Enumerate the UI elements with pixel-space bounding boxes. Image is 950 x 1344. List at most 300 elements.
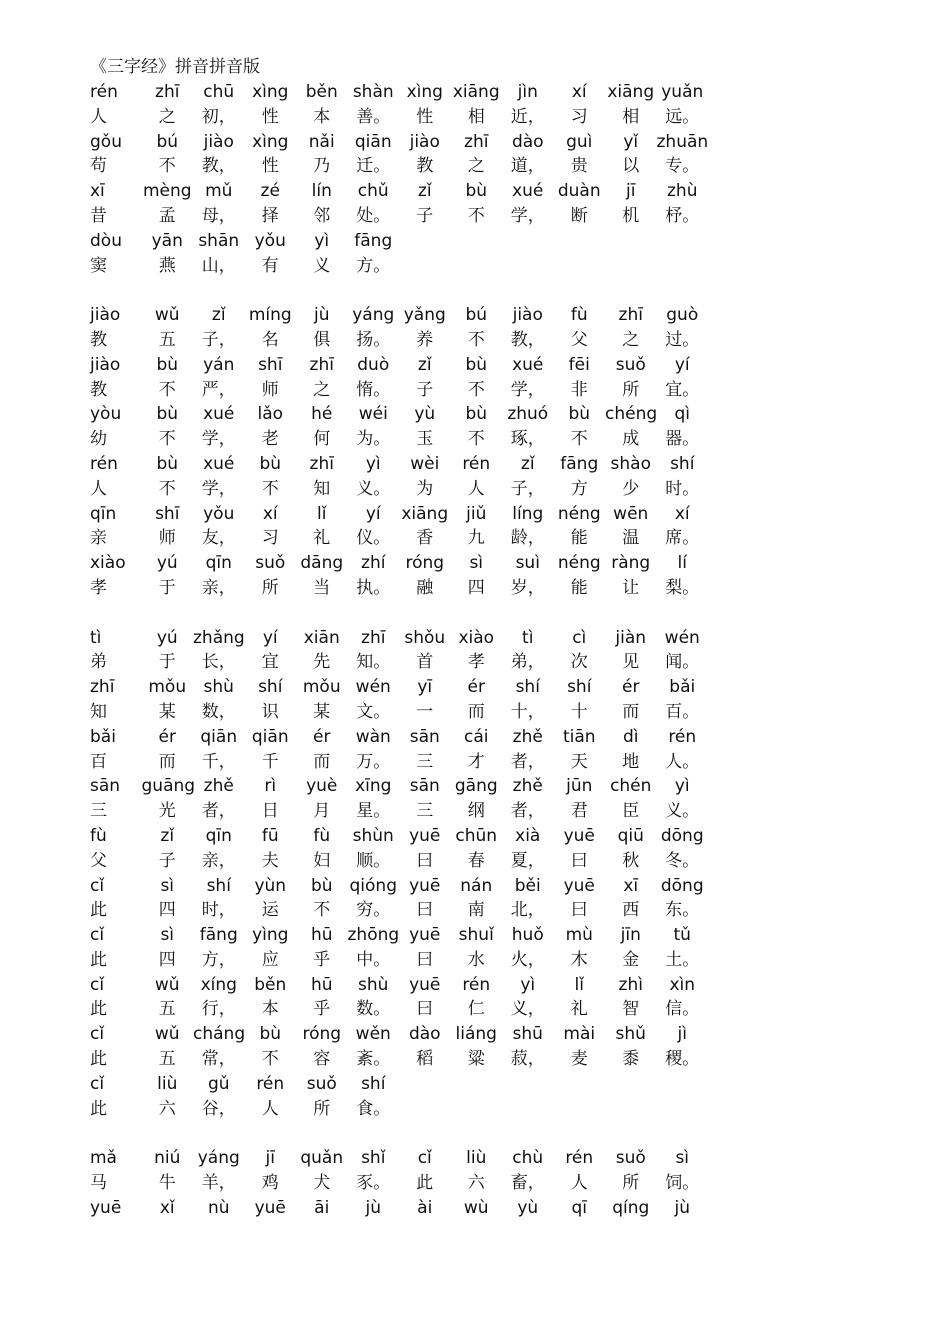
pinyin-syllable: jì [677,1024,687,1045]
hanzi-char: 初， [201,106,236,127]
pinyin-syllable: wēn [613,503,649,524]
hanzi-char: 龄， [510,528,545,549]
pinyin-syllable: ér [313,726,331,747]
hanzi-char: 三 [90,801,107,822]
hanzi-char: 人。 [665,751,700,772]
hanzi-char: 性 [416,106,434,127]
hanzi-char: 金 [622,949,640,970]
pinyin-syllable: yì [314,230,330,251]
hanzi-char: 邻 [313,205,331,226]
hanzi-line [90,1171,710,1196]
hanzi-char: 妇 [313,850,331,871]
pinyin-syllable: xiāng [401,503,449,524]
pinyin-syllable: yí [674,354,690,375]
hanzi-char: 本 [261,999,279,1020]
pinyin-syllable: suǒ [615,354,646,375]
document [90,55,710,1221]
hanzi-char: 不 [467,329,485,350]
hanzi-char: 夫 [261,850,279,871]
hanzi-char: 亲， [201,850,236,871]
pinyin-syllable: míng [248,305,292,326]
pinyin-syllable: xí [571,82,587,102]
hanzi-char: 曰 [570,850,588,871]
hanzi-char: 黍 [622,1049,640,1070]
pinyin-syllable: quǎn [300,1148,344,1169]
pinyin-syllable: gǒu [90,131,122,152]
pinyin-syllable: zǐ [417,181,432,202]
hanzi-line [90,650,710,675]
pinyin-syllable: xìn [669,974,696,995]
document-title: 《三字经》拼音拼音版 [90,57,260,77]
hanzi-char: 不 [158,429,176,450]
hanzi-char: 教， [201,156,236,177]
pinyin-syllable: róng [302,1024,342,1045]
pinyin-line [90,1146,710,1171]
pinyin-syllable: zhě [512,726,543,747]
pinyin-syllable: zhī [464,131,489,152]
pinyin-syllable: niú [154,1148,181,1169]
hanzi-char: 十， [510,701,545,722]
stanza-gap [90,601,710,626]
hanzi-char: 君 [570,801,588,822]
hanzi-char: 习 [261,528,279,549]
pinyin-syllable: yáng [352,305,395,326]
pinyin-syllable: dòu [90,230,122,251]
pinyin-syllable: qiū [617,825,644,846]
hanzi-line [90,997,710,1022]
pinyin-syllable: duò [357,354,390,375]
pinyin-syllable: yuē [90,1197,122,1218]
pinyin-syllable: yǎng [403,305,446,326]
pinyin-syllable: yuē [409,974,441,995]
pinyin-syllable: shù [358,974,389,995]
hanzi-char: 子 [416,205,434,226]
pinyin-syllable: jiào [90,305,121,326]
hanzi-char: 春 [467,850,485,871]
hanzi-char: 乃 [313,156,331,177]
pinyin-syllable: suì [515,553,540,574]
pinyin-syllable: yuē [563,875,595,896]
hanzi-char: 月 [313,801,331,822]
hanzi-char: 九 [467,528,485,549]
hanzi-char: 断 [570,205,588,226]
hanzi-char: 四 [467,577,485,598]
pinyin-syllable: mǒu [148,677,187,698]
pinyin-syllable: yuē [563,825,595,846]
pinyin-syllable: zhī [309,354,334,375]
hanzi-line [90,254,710,279]
hanzi-char: 容 [313,1049,331,1070]
hanzi-char: 相 [622,106,640,127]
hanzi-char: 而 [467,701,485,722]
hanzi-char: 子， [201,329,236,350]
hanzi-char: 此 [416,1173,434,1194]
pinyin-syllable: wèi [410,453,440,474]
hanzi-char: 百。 [665,701,700,722]
hanzi-char: 曰 [416,900,434,921]
hanzi-char: 首 [416,652,434,673]
hanzi-char: 三 [416,801,434,822]
hanzi-char: 智 [622,999,640,1020]
pinyin-syllable: rén [462,974,491,995]
pinyin-syllable: jù [674,1197,690,1218]
hanzi-char: 者， [510,751,545,772]
pinyin-syllable: yān [151,230,183,251]
hanzi-line [90,948,710,973]
hanzi-char: 万。 [356,751,391,772]
hanzi-char: 不 [570,429,588,450]
hanzi-char: 孝 [90,577,107,598]
hanzi-char: 一 [416,701,434,722]
hanzi-char: 能 [570,528,588,549]
pinyin-syllable: liáng [455,1024,497,1045]
pinyin-syllable: shǔ [615,1024,646,1045]
pinyin-syllable: cì [572,627,587,648]
pinyin-syllable: néng [557,553,601,574]
hanzi-char: 为。 [356,429,391,450]
hanzi-char: 羊， [201,1173,236,1194]
hanzi-char: 而 [622,701,640,722]
hanzi-line [90,1047,710,1072]
pinyin-syllable: yuē [409,925,441,946]
hanzi-char: 此 [90,1098,107,1119]
pinyin-syllable: róng [405,553,445,574]
hanzi-char: 孟 [158,205,176,226]
pinyin-syllable: lín [311,181,332,202]
pinyin-syllable: bǎi [669,677,696,698]
pinyin-syllable: zhuān [656,131,709,152]
hanzi-char: 融 [416,577,434,598]
hanzi-char: 光 [158,801,176,822]
hanzi-char: 食。 [356,1098,391,1119]
hanzi-char: 礼 [570,999,588,1020]
stanza [90,303,710,601]
hanzi-char: 知 [313,478,331,499]
hanzi-char: 老 [261,429,279,450]
pinyin-syllable: tiān [562,726,596,747]
pinyin-syllable: yǐ [623,131,639,152]
pinyin-syllable: shǒu [404,627,446,648]
pinyin-syllable: shí [670,453,695,474]
pinyin-syllable: zhuó [507,404,549,425]
pinyin-syllable: yì [365,453,381,474]
hanzi-char: 择 [261,205,279,226]
pinyin-syllable: fāng [354,230,393,251]
hanzi-char: 琢， [510,429,545,450]
hanzi-char: 夏， [510,850,545,871]
pinyin-syllable: fāng [560,453,599,474]
hanzi-char: 四 [158,949,176,970]
pinyin-syllable: zhě [203,776,234,797]
hanzi-line [90,105,710,130]
pinyin-syllable: fāng [199,925,238,946]
hanzi-char: 方。 [356,255,391,276]
pinyin-syllable: zhě [512,776,543,797]
pinyin-syllable: sì [675,1148,690,1169]
hanzi-char: 文。 [356,701,391,722]
hanzi-char: 过。 [665,329,700,350]
pinyin-syllable: tì [90,627,102,648]
hanzi-char: 曰 [570,900,588,921]
hanzi-char: 土。 [665,949,700,970]
hanzi-char: 有 [261,255,279,276]
hanzi-char: 知。 [356,652,391,673]
pinyin-syllable: yù [414,404,436,425]
pinyin-syllable: nù [207,1197,230,1218]
pinyin-syllable: xìng [252,82,289,102]
hanzi-line [90,477,710,502]
hanzi-char: 此 [90,999,107,1020]
pinyin-syllable: liù [157,1073,178,1094]
pinyin-syllable: zhù [667,181,698,202]
hanzi-char: 三 [416,751,434,772]
hanzi-char: 谷， [201,1098,236,1119]
hanzi-char: 之 [622,329,640,350]
pinyin-syllable: sì [469,553,484,574]
pinyin-line [90,353,710,378]
pinyin-syllable: xíng [200,974,237,995]
pinyin-syllable: yán [203,354,235,375]
pinyin-syllable: yǒu [203,503,235,524]
hanzi-char: 之 [158,106,176,127]
pinyin-syllable: cái [464,726,489,747]
pinyin-syllable: xīng [355,776,392,797]
hanzi-char: 义， [510,999,545,1020]
pinyin-syllable: mǎ [90,1148,117,1169]
pinyin-syllable: yī [417,677,433,698]
hanzi-char: 者， [201,801,236,822]
hanzi-char: 某 [313,701,331,722]
pinyin-syllable: nǎi [308,131,335,152]
hanzi-char: 四 [158,900,176,921]
pinyin-syllable: yuè [306,776,338,797]
pinyin-syllable: xí [674,503,690,524]
hanzi-char: 牛 [158,1173,176,1194]
hanzi-char: 见 [622,652,640,673]
pinyin-syllable: cháng [193,1024,246,1045]
pinyin-syllable: zǐ [520,453,535,474]
hanzi-char: 运 [261,900,279,921]
pinyin-syllable: shùn [352,825,394,846]
pinyin-syllable: bù [465,404,488,425]
pinyin-syllable: zé [260,181,280,202]
pinyin-syllable: chén [610,776,652,797]
pinyin-syllable: néng [557,503,601,524]
hanzi-char: 玉 [416,429,434,450]
hanzi-char: 之 [313,379,331,400]
stanza [90,80,710,278]
hanzi-char: 亲， [201,577,236,598]
pinyin-syllable: xī [90,181,105,202]
pinyin-line [90,1022,710,1047]
hanzi-line [90,204,710,229]
hanzi-char: 山， [201,255,236,276]
pinyin-syllable: zhī [90,677,115,698]
hanzi-char: 此 [90,900,107,921]
pinyin-syllable: běn [254,974,287,995]
hanzi-char: 顺。 [356,850,391,871]
pinyin-syllable: bù [465,354,488,375]
pinyin-syllable: cǐ [417,1148,432,1169]
pinyin-syllable: guò [666,305,699,326]
pinyin-syllable: rén [565,1148,594,1169]
pinyin-syllable: fū [261,825,279,846]
pinyin-syllable: zǐ [160,825,175,846]
hanzi-char: 席。 [665,528,700,549]
pinyin-line [90,725,710,750]
hanzi-char: 曰 [416,949,434,970]
pinyin-line [90,179,710,204]
pinyin-syllable: dāng [300,553,344,574]
pinyin-syllable: zhōng [347,925,400,946]
pinyin-syllable: shí [567,677,592,698]
hanzi-char: 行， [201,999,236,1020]
hanzi-char: 严， [201,379,236,400]
pinyin-syllable: dào [511,131,544,152]
hanzi-char: 秋 [622,850,640,871]
pinyin-syllable: chù [512,1148,544,1169]
hanzi-char: 不 [158,156,176,177]
hanzi-char: 昔 [90,205,107,226]
stanza-gap [90,278,710,303]
pinyin-syllable: jī [265,1148,275,1169]
pinyin-syllable: fēi [568,354,590,375]
pinyin-syllable: yuē [254,1197,286,1218]
pinyin-syllable: shū [512,1024,543,1045]
pinyin-syllable: shàn [352,82,394,102]
hanzi-char: 习 [570,106,588,127]
pinyin-syllable: chūn [455,825,498,846]
pinyin-syllable: dōng [660,875,704,896]
pinyin-syllable: shǐ [361,1148,386,1169]
pinyin-syllable: wǔ [154,305,180,326]
hanzi-char: 学， [510,205,545,226]
pinyin-syllable: qīn [90,503,117,524]
hanzi-char: 方， [201,949,236,970]
pinyin-line [90,824,710,849]
hanzi-line [90,328,710,353]
hanzi-char: 教 [90,329,107,350]
pinyin-syllable: běn [305,82,338,102]
pinyin-syllable: cǐ [90,974,105,995]
hanzi-char: 饲。 [665,1173,700,1194]
hanzi-char: 北， [510,900,545,921]
pinyin-syllable: yuē [409,825,441,846]
hanzi-char: 冬。 [665,850,700,871]
pinyin-syllable: hé [311,404,333,425]
hanzi-char: 十 [570,701,588,722]
hanzi-char: 能 [570,577,588,598]
pinyin-syllable: bù [465,181,488,202]
pinyin-syllable: xué [512,354,544,375]
pinyin-syllable: zhī [155,82,180,102]
hanzi-char: 畜， [510,1173,545,1194]
hanzi-char: 父 [90,850,107,871]
pinyin-syllable: ér [622,677,640,698]
hanzi-char: 父 [570,329,588,350]
hanzi-char: 善。 [356,106,391,127]
pinyin-syllable: bú [465,305,488,326]
hanzi-line [90,1097,710,1122]
pinyin-syllable: tǔ [673,925,691,946]
pinyin-syllable: cǐ [90,925,105,946]
hanzi-char: 所 [261,577,279,598]
hanzi-char: 识 [261,701,279,722]
pinyin-syllable: ér [467,677,485,698]
pinyin-syllable: mǒu [302,677,341,698]
hanzi-char: 迁。 [356,156,391,177]
hanzi-char: 幼 [90,429,107,450]
hanzi-char: 稻 [416,1049,434,1070]
pinyin-syllable: wěn [355,1024,391,1045]
pinyin-syllable: wén [355,677,391,698]
hanzi-char: 犬 [313,1173,331,1194]
pinyin-syllable: zhī [361,627,386,648]
hanzi-char: 西 [622,900,640,921]
hanzi-char: 教， [510,329,545,350]
hanzi-char: 本 [313,106,331,127]
hanzi-char: 不 [467,205,485,226]
pinyin-line [90,675,710,700]
hanzi-char: 纲 [467,801,485,822]
pinyin-syllable: bǎi [90,726,116,747]
pinyin-syllable: rì [264,776,277,797]
hanzi-char: 义 [313,255,331,276]
pinyin-syllable: xué [512,181,544,202]
hanzi-char: 机 [622,205,640,226]
pinyin-syllable: shí [515,677,540,698]
hanzi-char: 而 [313,751,331,772]
hanzi-char: 不 [158,379,176,400]
hanzi-char: 于 [158,577,176,598]
pinyin-syllable: liù [466,1148,487,1169]
pinyin-line [90,229,710,254]
pinyin-syllable: mù [565,925,593,946]
hanzi-line [90,849,710,874]
pinyin-syllable: zhí [361,553,386,574]
stanza [90,1146,710,1220]
hanzi-char: 养 [416,329,434,350]
pinyin-syllable: xǐ [159,1197,175,1218]
pinyin-syllable: zǐ [417,354,432,375]
pinyin-syllable: chéng [605,404,658,425]
hanzi-char: 长， [201,652,236,673]
pinyin-line [90,303,710,328]
pinyin-syllable: xiāng [452,82,500,102]
pinyin-syllable: qì [674,404,690,425]
pinyin-line [90,402,710,427]
pinyin-syllable: xiāng [607,82,655,102]
pinyin-syllable: fù [90,825,107,846]
pinyin-syllable: jìn [517,82,538,102]
pinyin-line [90,774,710,799]
hanzi-char: 义。 [665,801,700,822]
pinyin-syllable: guāng [141,776,196,797]
pinyin-syllable: lǐ [574,974,584,995]
hanzi-char: 弟， [510,652,545,673]
hanzi-char: 人 [261,1098,279,1119]
hanzi-char: 南 [467,900,485,921]
pinyin-syllable: fù [313,825,331,846]
pinyin-syllable: yòu [90,404,122,425]
pinyin-syllable: zǐ [211,305,226,326]
pinyin-syllable: hū [310,925,333,946]
pinyin-syllable: yuē [409,875,441,896]
pinyin-syllable: yǒu [254,230,286,251]
hanzi-char: 曰 [416,999,434,1020]
pinyin-syllable: xué [203,453,235,474]
pinyin-syllable: cǐ [90,1024,105,1045]
